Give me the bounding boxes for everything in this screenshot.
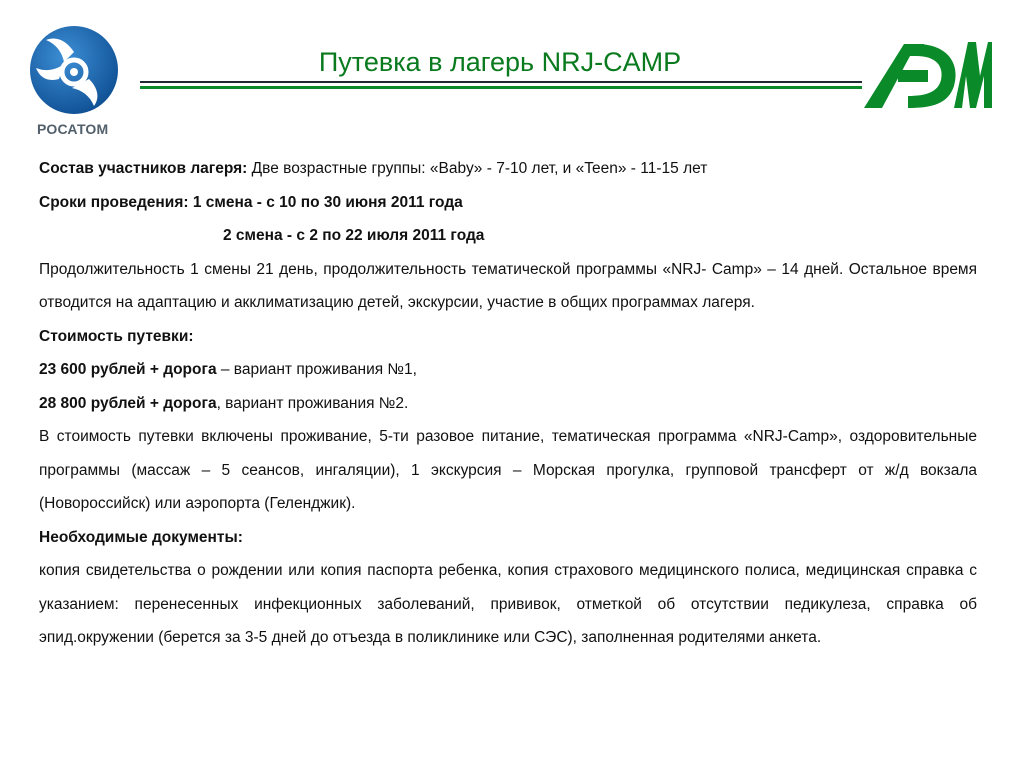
cost-heading: Стоимость путевки: [39, 327, 194, 345]
cost-option-1 [39, 353, 977, 387]
dates-label: Сроки проведения: [39, 193, 189, 211]
documents-heading: Необходимые документы: [39, 528, 243, 546]
participants-line [39, 152, 977, 186]
aem-logo [864, 36, 992, 110]
documents-paragraph: копия свидетельства о рождении или копия паспорта ребенка, копия страхового медицинского полиса, медицинская справка с указанием: перенесенных инфекционных заболеваний, прививок, отметкой об отсутствии педикулеза, справка об эпид.окружении (берется за 3-5 дней до отъезда в поликлинике или СЭС), заполненная родителями анкета. [39, 562, 977, 646]
duration-paragraph: Продолжительность 1 смены 21 день, продолжительность тематической программы «NRJ- Camp» – 14 дней. Остальное время отводится на адаптацию и акклиматизацию детей, экскурсии, участие в общих программах лагеря. [39, 260, 977, 311]
document-body [39, 152, 977, 655]
title-divider-green [140, 86, 862, 89]
shift-1-text: 1 смена - с 10 по 30 июня 2011 года [192, 193, 463, 211]
participants-label: Состав участников лагеря: [39, 160, 248, 177]
title-divider-dark [140, 81, 862, 83]
included-paragraph: В стоимость путевки включены проживание, 5-ти разовое питание, тематическая программа «NRJ-Camp», оздоровительные программы (массаж – 5 сеансов, ингаляции), 1 экскурсия – Морская прогулка, групповой трансферт от ж/д вокзала (Новороссийск) или аэропорта (Геленджик). [39, 428, 977, 512]
cost-option-1-price: 23 600 рублей + дорога [39, 361, 217, 378]
shift-2-text: 2 смена - с 2 по 22 июля 2011 года [223, 227, 485, 244]
cost-option-2-text: , вариант проживания №2. [216, 394, 409, 412]
page-title: Путевка в лагерь NRJ-CAMP [318, 47, 682, 77]
rosatom-emblem-icon [26, 22, 122, 118]
cost-option-2 [39, 387, 977, 421]
aem-logo-icon [864, 36, 992, 110]
cost-option-1-text: – вариант проживания №1, [216, 361, 417, 378]
cost-option-2-price: 28 800 рублей + дорога [39, 394, 217, 412]
rosatom-logo-text: РОСАТОМ [37, 121, 109, 137]
dates-line-1 [39, 186, 977, 220]
participants-text: Две возрастные группы: «Baby» - 7-10 лет, и «Teen» - 11-15 лет [251, 160, 708, 177]
